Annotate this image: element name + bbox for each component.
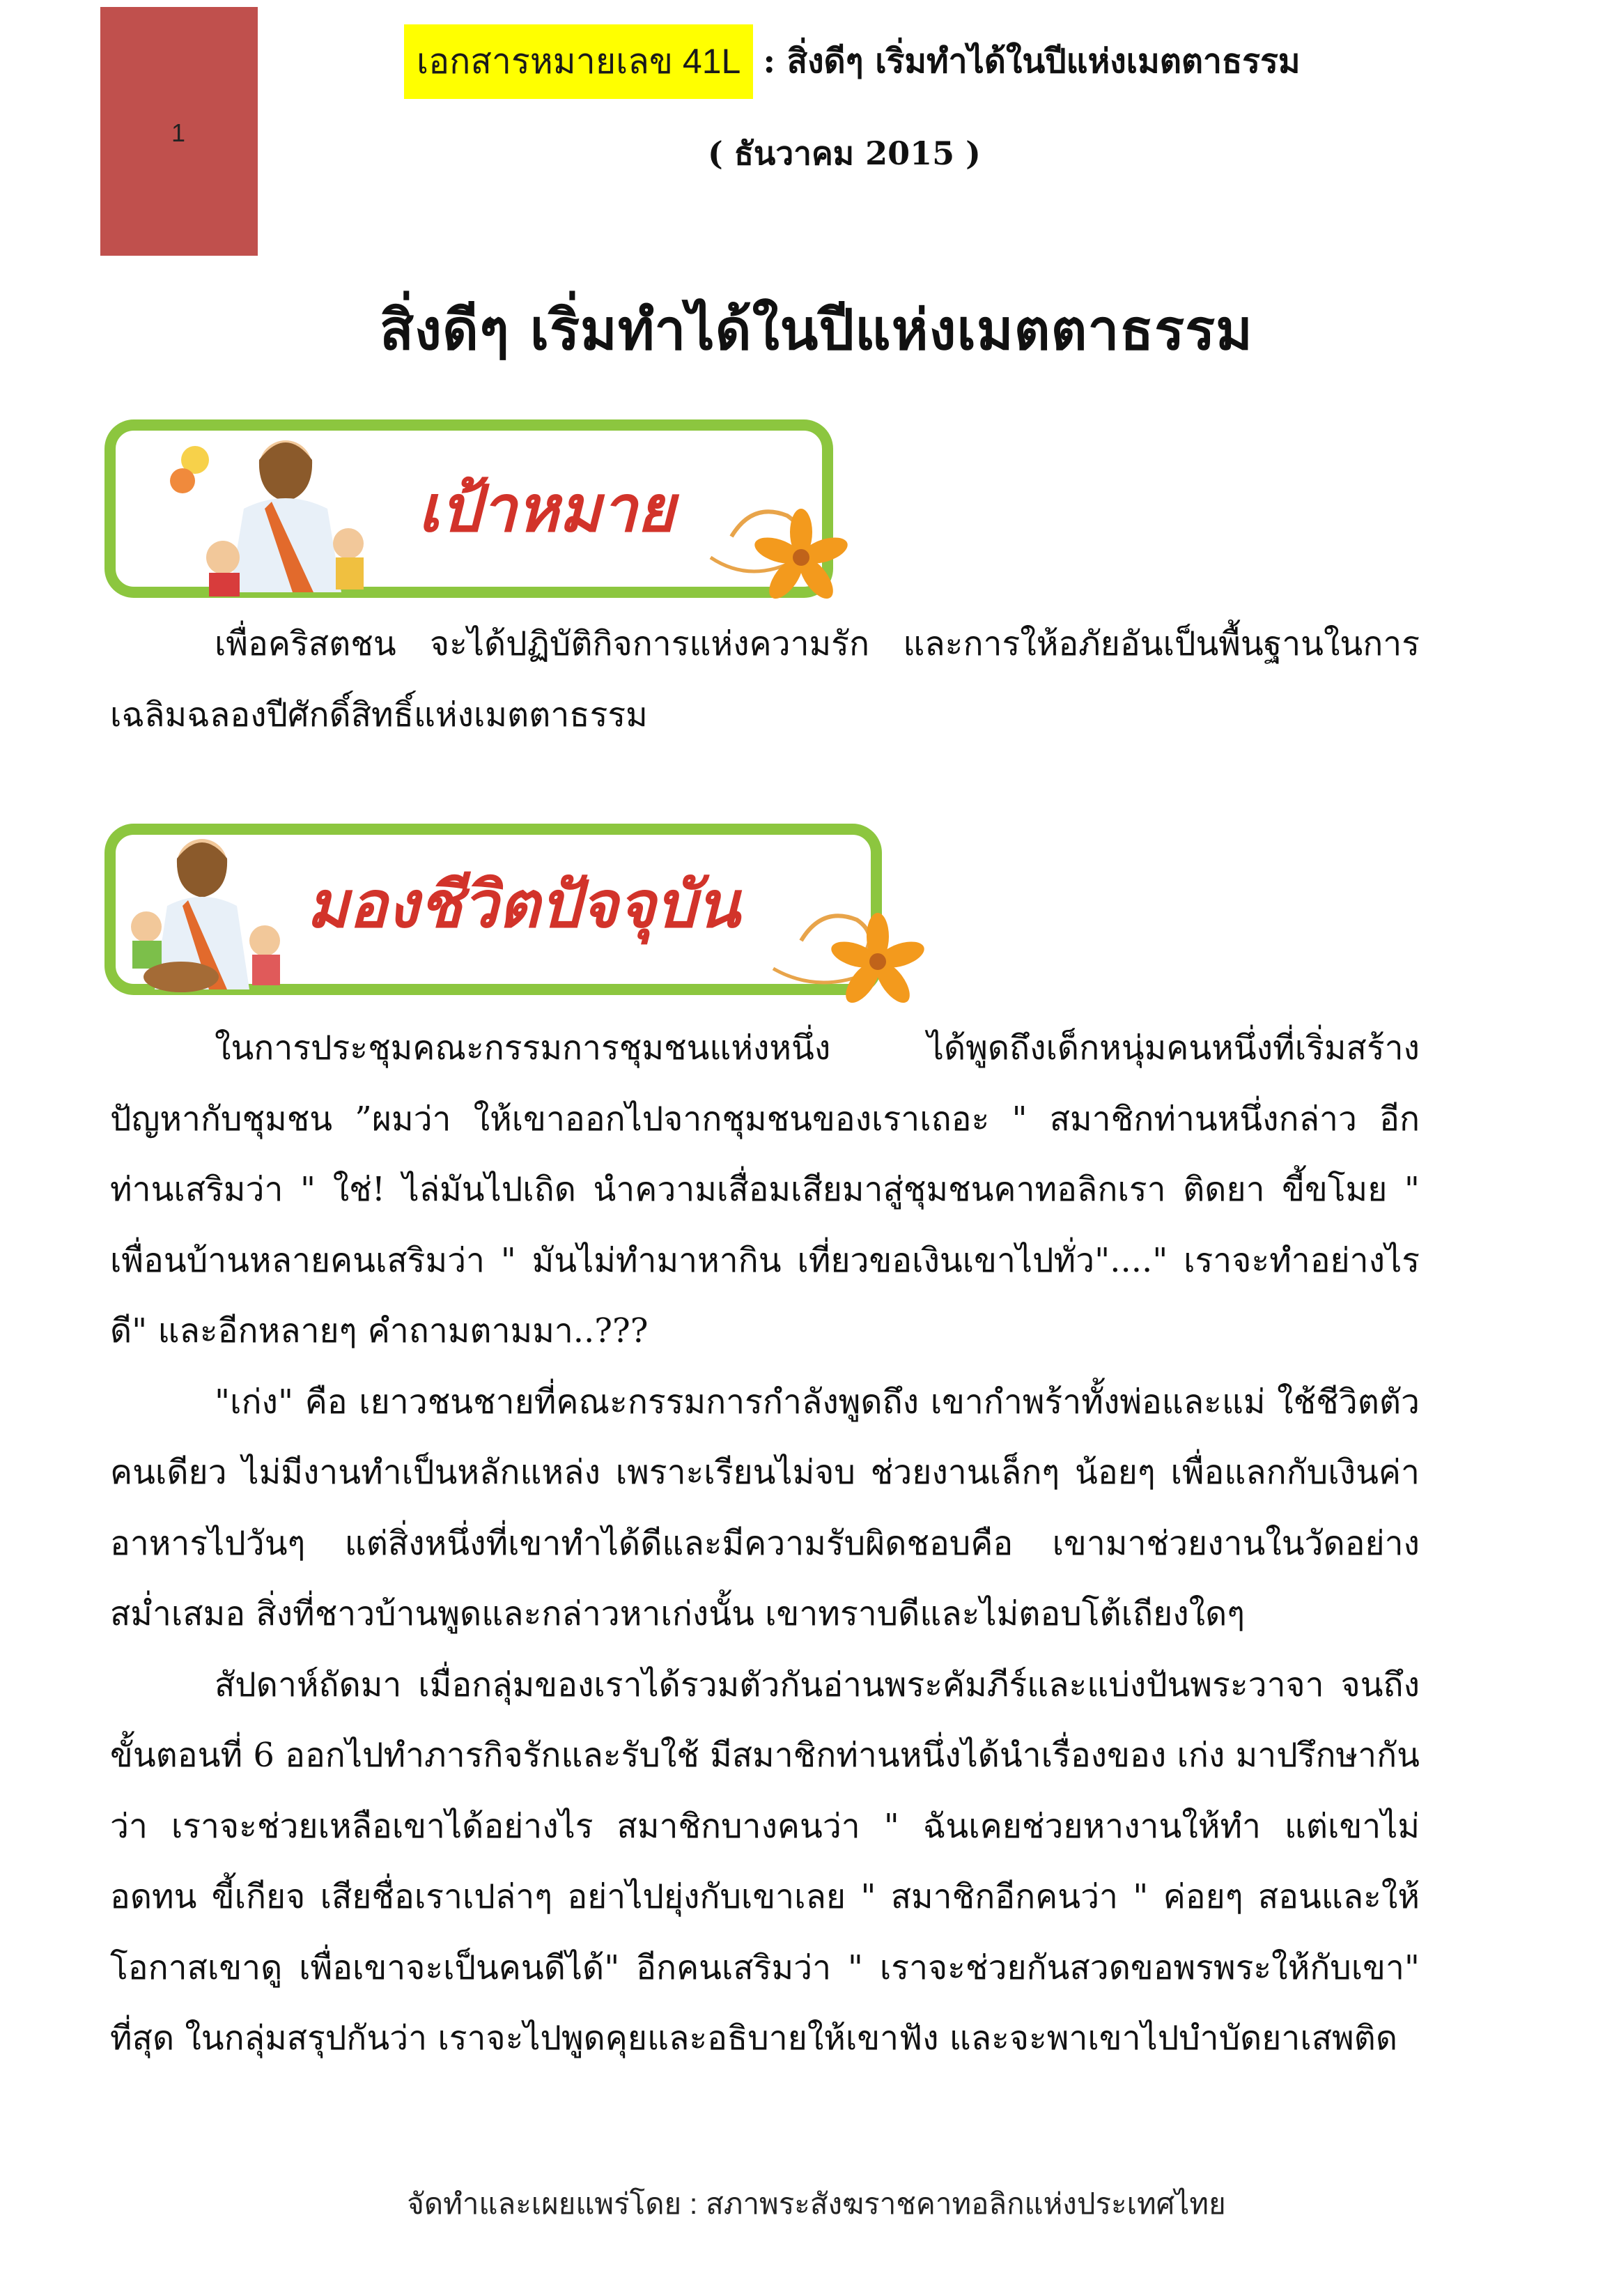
goal-paragraph: เพื่อคริสตชน จะได้ปฏิบัติกิจการแห่งความรัก และการให้อภัยอันเป็นพื้นฐานในการเฉลิมฉลองปีศักดิ์สิทธิ์แห่งเมตตาธรรม (110, 624, 1420, 734)
main-title: สิ่งดีๆ เริ่มทำได้ในปีแห่งเมตตาธรรม (380, 297, 1253, 362)
page-number: 1 (171, 118, 186, 147)
document-date: ( ธันวาคม 2015 ) (708, 134, 981, 172)
document-header (404, 28, 1301, 95)
life-paragraph-1: ในการประชุมคณะกรรมการชุมชนแห่งหนึ่ง ได้พูดถึงเด็กหนุ่มคนหนึ่งที่เริ่มสร้างปัญหากับชุมชน ”ผมว่า ให้เขาออกไปจากชุมชนของเราเถอะ " สมาชิกท่านหนึ่งกล่าว อีกท่านเสริมว่า " ใช่! ไล่มันไปเถิด นำความเสื่อมเสียมาสู่ชุมชนคาทอลิกเรา ติดยา ขี้ขโมย " เพื่อนบ้านหลายคนเสริมว่า " มันไม่ทำมาหากิน เที่ยวขอเงินเขาไปทั่ว"...." เราจะทำอย่างไรดี" และอีกหลายๆ คำถามตามมา..??? (110, 1028, 1420, 1350)
current-life-text (110, 1013, 1420, 2074)
document-number-badge: เอกสารหมายเลข 41L (404, 24, 753, 99)
svg-text:เป้าหมาย: เป้าหมาย (418, 471, 675, 546)
publisher-footer: จัดทำและเผยแพร่โดย : สภาพระสังฆราชคาทอลิกแห่งประเทศไทย (407, 2187, 1226, 2220)
document-header-title: : สิ่งดีๆ เริ่มทำได้ในปีแห่งเมตตาธรรม (763, 42, 1301, 81)
life-paragraph-2: "เก่ง" คือ เยาวชนชายที่คณะกรรมการกำลังพูดถึง เขากำพร้าทั้งพ่อและแม่ ใช้ชีวิตตัวคนเดียว ไม่มีงานทำเป็นหลักแหล่ง เพราะเรียนไม่จบ ช่วยงานเล็กๆ น้อยๆ เพื่อแลกกับเงินค่าอาหารไปวันๆ แต่สิ่งหนึ่งที่เขาทำได้ดีและมีความรับผิดชอบคือ เขามาช่วยงานในวัดอย่างสม่ำเสมอ สิ่งที่ชาวบ้านพูดและกล่าวหาเก่งนั้น เขาทราบดีและไม่ตอบโต้เถียงใดๆ (110, 1382, 1420, 1633)
svg-text:มองชีวิตปัจจุบัน: มองชีวิตปัจจุบัน (307, 867, 741, 942)
goal-banner (104, 418, 857, 613)
life-paragraph-3: สัปดาห์ถัดมา เมื่อกลุ่มของเราได้รวมตัวกันอ่านพระคัมภีร์และแบ่งปันพระวาจา จนถึงขั้นตอนที่ 6 ออกไปทำภารกิจรักและรับใช้ มีสมาชิกท่านหนึ่งได้นำเรื่องของ เก่ง มาปรึกษากันว่า เราจะช่วยเหลือเขาได้อย่างไร สมาชิกบางคนว่า " ฉันเคยช่วยหางานให้ทำ แต่เขาไม่อดทน ขี้เกียจ เสียชื่อเราเปล่าๆ อย่าไปยุ่งกับเขาเลย " สมาชิกอีกคนว่า " ค่อยๆ สอนและให้โอกาสเขาดู เพื่อเขาจะเป็นคนดีได้" อีกคนเสริมว่า " เราจะช่วยกันสวดขอพรพระให้กับเขา" ที่สุด ในกลุ่มสรุปกันว่า เราจะไปพูดคุยและอธิบายให้เขาฟัง และจะพาเขาไปบำบัดยาเสพติด (110, 1665, 1420, 2058)
current-life-banner (104, 822, 926, 1017)
goal-paragraph-block (110, 609, 1420, 750)
